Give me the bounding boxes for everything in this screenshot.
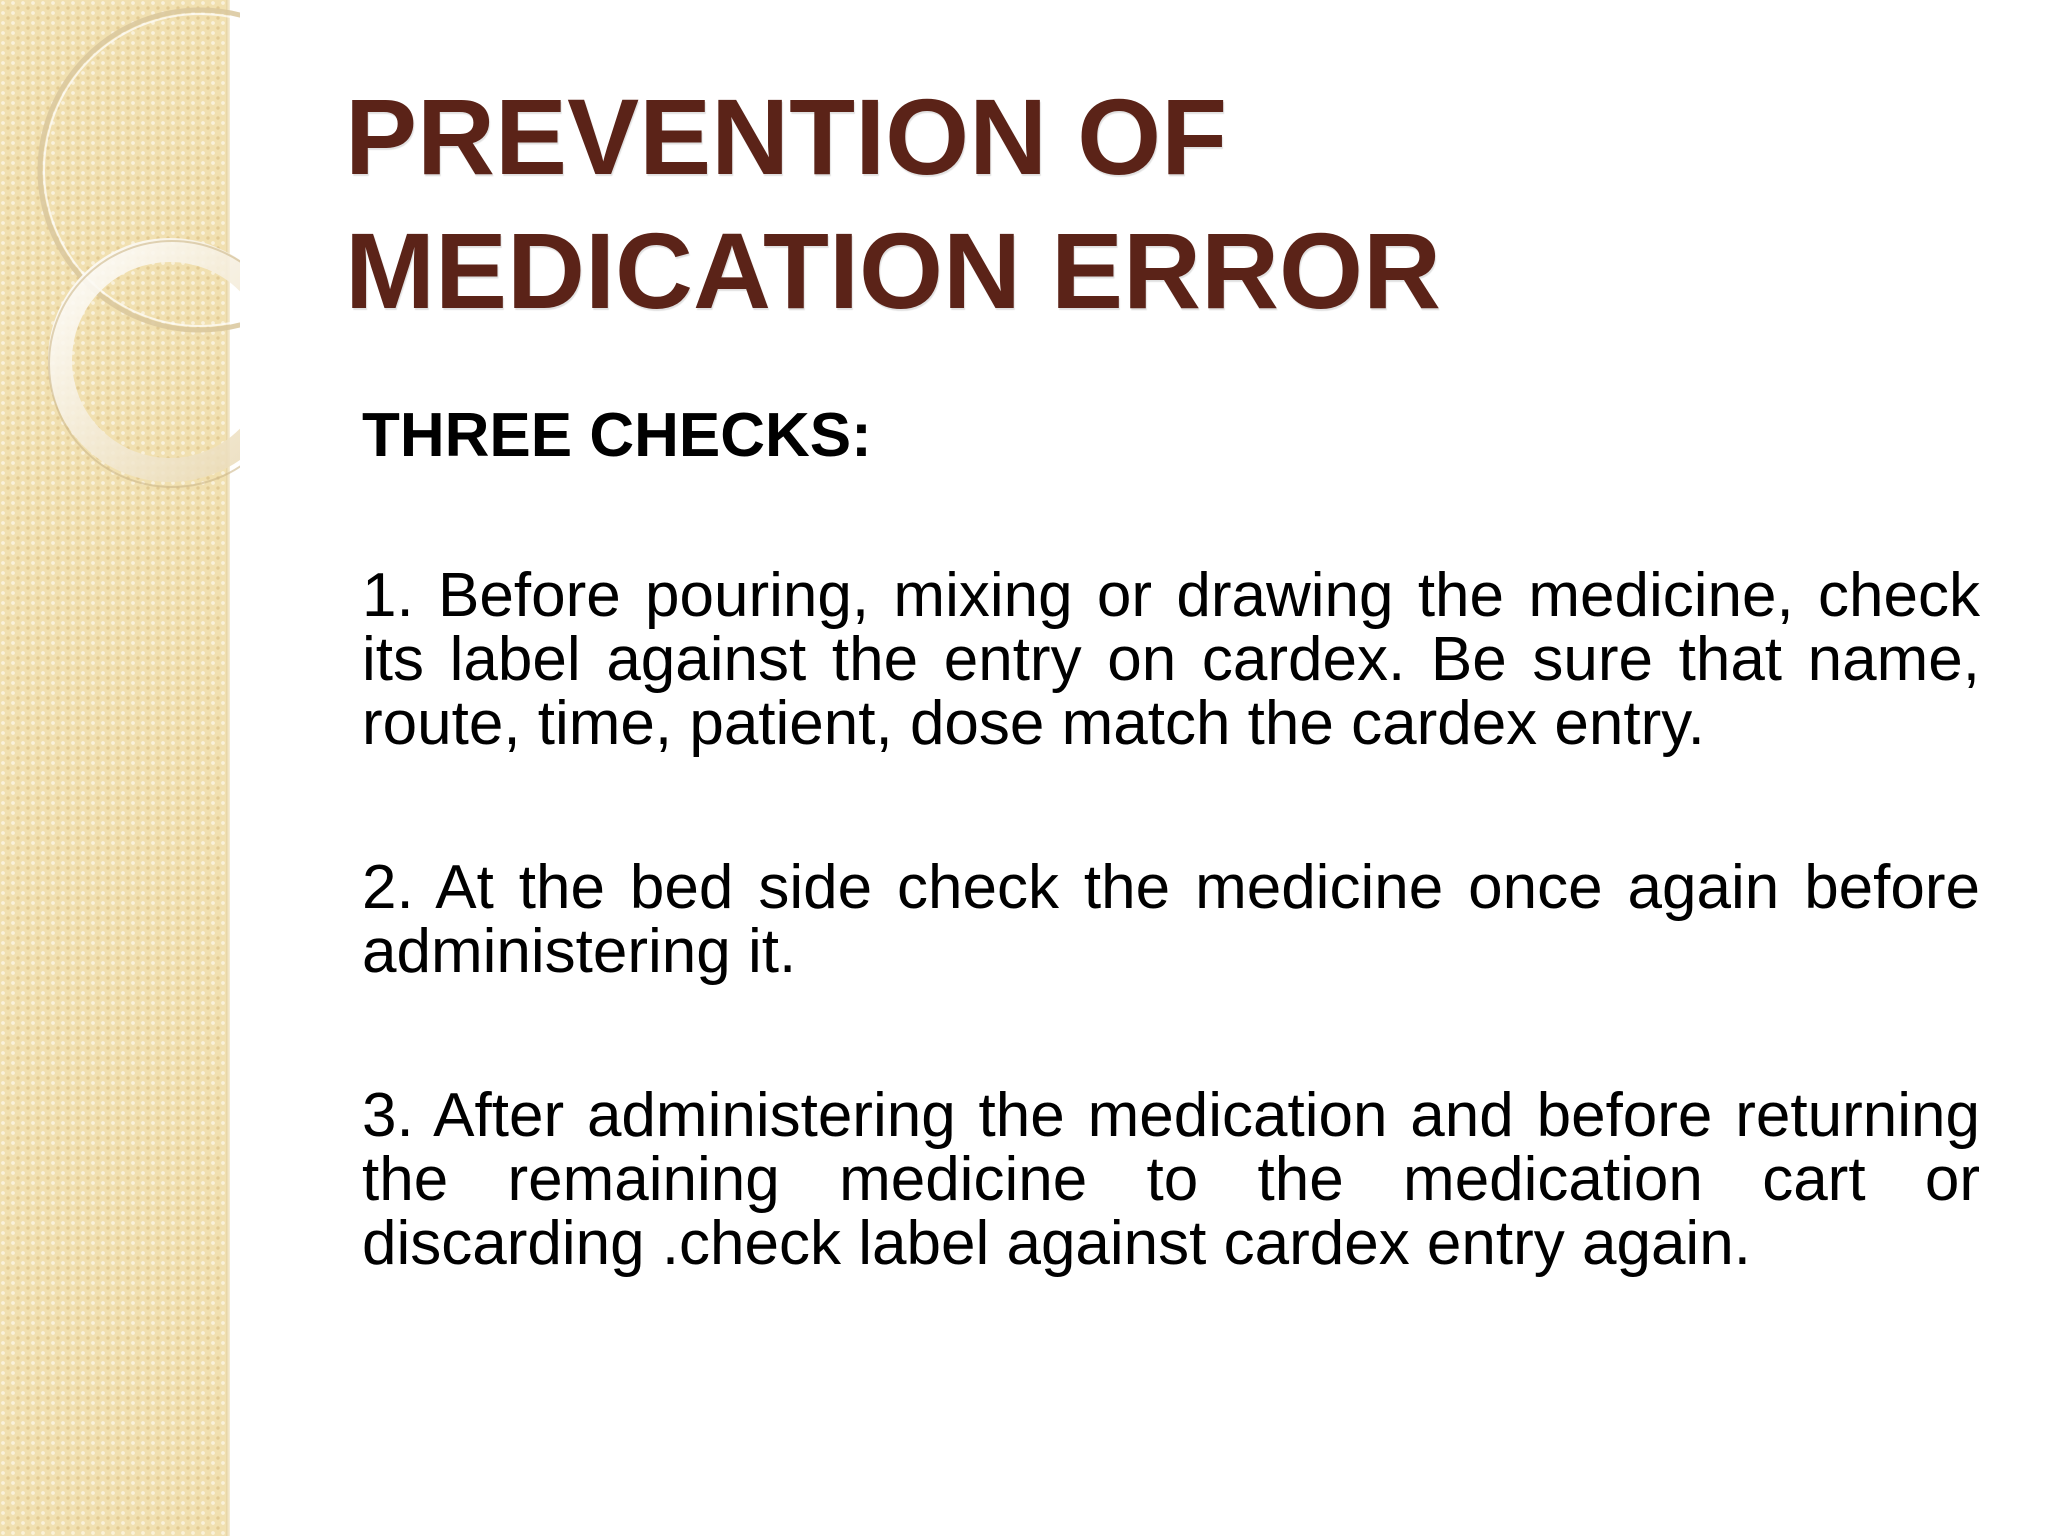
- check-item-3: 3. After administering the medication and before returning the remaining medicine to the medication cart or discarding .check label against cardex entry again.: [362, 1081, 1980, 1278]
- slide-content: [362, 400, 1980, 1276]
- large-ring-highlight: [44, 14, 240, 326]
- section-heading: THREE CHECKS:: [362, 401, 872, 470]
- title-line-2: MEDICATION ERROR: [345, 210, 1441, 331]
- title-line-1: PREVENTION OF: [345, 76, 1228, 197]
- decorative-rings: [0, 0, 240, 520]
- small-ring: [60, 250, 240, 470]
- check-item-1: 1. Before pouring, mixing or drawing the medicine, check its label against the entry on cardex. Be sure that name, route, time, patient, dose match the cardex entry.: [362, 561, 1980, 758]
- slide-title: [345, 70, 1985, 338]
- large-ring: [40, 10, 240, 330]
- check-item-2: 2. At the bed side check the medicine once again before administering it.: [362, 853, 1980, 986]
